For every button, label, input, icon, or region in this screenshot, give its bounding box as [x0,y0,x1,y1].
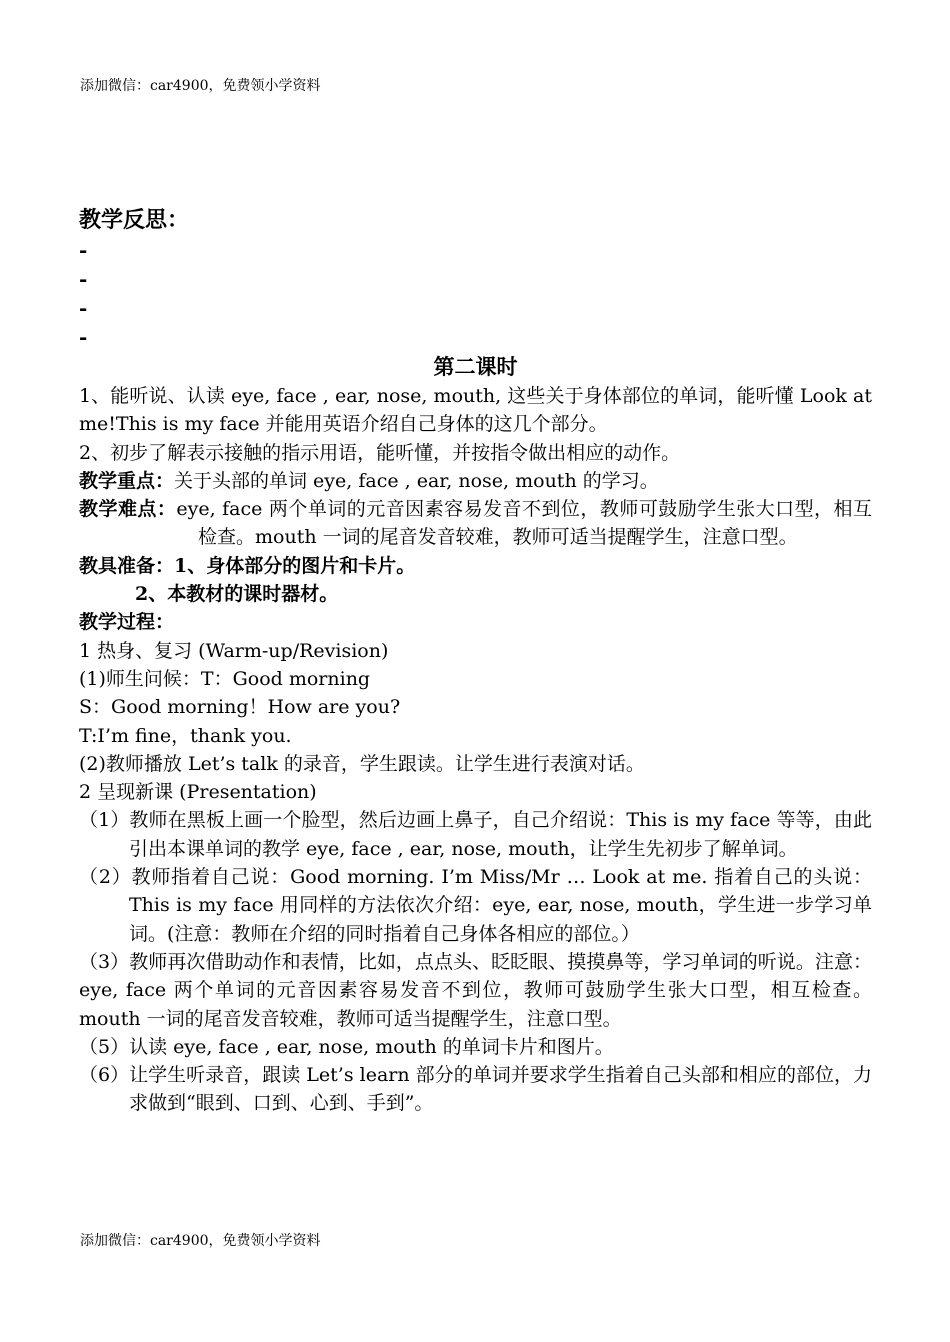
process-line: 1 热身、复习 (Warm-up/Revision) [79,639,389,662]
process-line: (1)师生问候：T：Good morning [79,667,371,690]
difficulties-text: eye, face 两个单词的元音因素容易发音不到位，教师可鼓励学生张大口型，相互检查。mouth 一词的尾音发音较难，教师可适当提醒学生，注意口型。 [176,498,872,549]
difficulties [79,495,872,552]
process-label: 教学过程： [79,611,175,634]
materials-label: 教具准备： [79,554,175,577]
presentation-step-5: （5）认读 eye, face , ear, nose, mouth 的单词卡片和图片。 [79,1035,614,1058]
presentation-step-6: （6）让学生听录音，跟读 Let’s learn 部分的单词并要求学生指着自己头部和相应的部位，力求做到“眼到、口到、心到、手到”。 [79,1064,872,1115]
header-watermark-note: 添加微信：car4900，免费领小学资料 [80,78,321,94]
key-points [79,467,872,495]
reflection-dash: - [79,296,88,320]
materials-item-2: 2、本教材的课时器材。 [135,583,339,606]
process-line: 2 呈现新课 (Presentation) [79,781,317,804]
process-line: T:I’m fine，thank you. [79,724,292,747]
presentation-step-1: （1）教师在黑板上画一个脸型，然后边画上鼻子，自己介绍说：This is my face 等等，由此引出本课单词的教学 eye, face , ear, nose, mouth，让学生先初步了解单词。 [79,809,872,860]
reflection-dash: - [79,267,88,291]
objective-1: 1、能听说、认读 eye, face , ear, nose, mouth, 这些关于身体部位的单词，能听懂 Look at me!This is my face 并能用英语介绍自己身体的这几个部分。 [79,385,872,436]
materials-item-1: 1、身体部分的图片和卡片。 [174,554,416,577]
key-points-text: 关于头部的单词 eye, face , ear, nose, mouth 的学习。 [174,469,659,492]
reflection-title: 教学反思： [79,207,190,233]
lesson-title: 第二课时 [433,354,518,379]
reflection-dash: - [79,325,88,349]
presentation-step-3: （3）教师再次借助动作和表情，比如，点点头、眨眨眼、摸摸鼻等，学习单词的听说。注意：eye, face 两个单词的元音因素容易发音不到位，教师可鼓励学生张大口型，相互检查。mouth 一词的尾音发音较难，教师可适当提醒学生，注意口型。 [79,950,872,1030]
process-line: S：Good morning！How are you? [79,696,401,719]
key-points-label: 教学重点： [79,469,175,492]
document-body [79,204,872,1118]
difficulties-label: 教学难点： [79,498,177,521]
objective-2: 2、初步了解表示接触的指示用语，能听懂，并按指令做出相应的动作。 [79,441,681,464]
footer-watermark-note: 添加微信：car4900，免费领小学资料 [80,1233,321,1249]
reflection-dash: - [79,238,88,262]
presentation-step-2: （2）教师指着自己说：Good morning. I’m Miss/Mr … Look at me. 指着自己的头说：This is my face 用同样的方法依次介绍：eye, ear, nose, mouth，学生进一步学习单词。(注意：教师在介绍的同时指着自己身体各相应的部位。） [79,866,872,945]
materials [79,552,872,580]
process-line: (2)教师播放 Let’s talk 的录音，学生跟读。让学生进行表演对话。 [79,752,645,775]
